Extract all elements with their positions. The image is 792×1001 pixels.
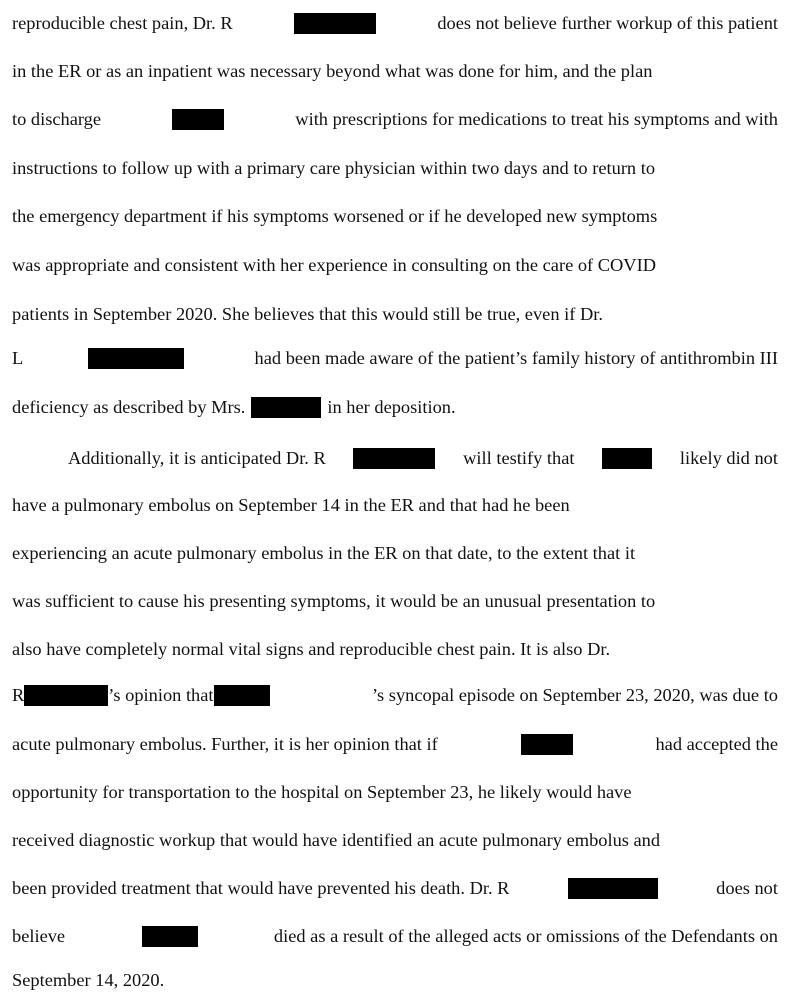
text-segment: died as a result of the alleged acts or omissions of the Defendants on bbox=[273, 926, 778, 946]
text-segment: opportunity for transportation to the hospital on September 23, he likely would have bbox=[12, 782, 632, 802]
text-line bbox=[12, 394, 778, 420]
text-segment: will testify that bbox=[463, 448, 575, 468]
text-segment: patients in September 2020. She believes that this would still be true, even if Dr. bbox=[12, 304, 603, 324]
text-line bbox=[68, 445, 778, 471]
text-segment: received diagnostic workup that would have identified an acute pulmonary embolus and bbox=[12, 830, 661, 850]
text-line bbox=[12, 252, 778, 278]
text-line bbox=[12, 106, 778, 132]
text-segment: in her deposition. bbox=[327, 397, 456, 417]
text-segment: also have completely normal vital signs and reproducible chest pain. It is also Dr. bbox=[12, 639, 611, 659]
text-line bbox=[12, 636, 778, 662]
text-segment: Additionally, it is anticipated Dr. R bbox=[68, 448, 326, 468]
text-segment: likely did not bbox=[679, 448, 778, 468]
text-segment: ’s syncopal episode on September 23, 2020, was due to bbox=[371, 685, 778, 705]
redaction-bar bbox=[568, 878, 658, 899]
text-line bbox=[12, 155, 778, 181]
text-segment: was appropriate and consistent with her experience in consulting on the care of COVID bbox=[12, 255, 656, 275]
text-segment: was sufficient to cause his presenting symptoms, it would be an unusual presentation to bbox=[12, 591, 656, 611]
text-segment: ’s opinion that bbox=[108, 685, 214, 705]
text-line bbox=[12, 588, 778, 614]
redaction-bar bbox=[294, 13, 376, 34]
redaction-bar bbox=[172, 109, 224, 130]
redaction-bar bbox=[24, 685, 108, 706]
redaction-bar bbox=[251, 397, 321, 418]
text-segment: have a pulmonary embolus on September 14 in the ER and that had he been bbox=[12, 495, 570, 515]
redaction-bar bbox=[214, 685, 270, 706]
text-segment: acute pulmonary embolus. Further, it is her opinion that if bbox=[12, 734, 438, 754]
text-line bbox=[12, 540, 778, 566]
text-segment: September 14, 2020. bbox=[12, 970, 165, 990]
text-segment: believe bbox=[12, 926, 66, 946]
text-segment: with prescriptions for medications to treat his symptoms and with bbox=[295, 109, 778, 129]
text-segment: L bbox=[12, 348, 24, 368]
text-segment: to discharge bbox=[12, 109, 102, 129]
text-line bbox=[12, 492, 778, 518]
redaction-bar bbox=[88, 348, 184, 369]
text-segment: had accepted the bbox=[655, 734, 778, 754]
text-line bbox=[12, 779, 778, 805]
redaction-bar bbox=[142, 926, 198, 947]
text-segment: had been made aware of the patient’s family history of antithrombin III bbox=[254, 348, 778, 368]
text-line bbox=[12, 301, 778, 327]
text-segment: instructions to follow up with a primary care physician within two days and to return to bbox=[12, 158, 656, 178]
text-segment: reproducible chest pain, Dr. R bbox=[12, 13, 233, 33]
text-segment: deficiency as described by Mrs. bbox=[12, 397, 246, 417]
text-line bbox=[12, 827, 778, 853]
text-segment: does not believe further workup of this patient bbox=[437, 13, 778, 33]
text-line bbox=[12, 731, 778, 757]
text-line bbox=[12, 967, 778, 993]
text-segment: experiencing an acute pulmonary embolus in the ER on that date, to the extent that it bbox=[12, 543, 636, 563]
text-segment: does not bbox=[716, 878, 778, 898]
redaction-bar bbox=[602, 448, 652, 469]
text-segment: in the ER or as an inpatient was necessary beyond what was done for him, and the plan bbox=[12, 61, 653, 81]
text-line bbox=[12, 923, 778, 949]
text-line bbox=[12, 203, 778, 229]
redaction-bar bbox=[353, 448, 435, 469]
text-line bbox=[12, 58, 778, 84]
text-line bbox=[12, 10, 778, 36]
text-line bbox=[12, 875, 778, 901]
text-segment: R bbox=[12, 685, 25, 705]
redaction-bar bbox=[521, 734, 573, 755]
text-segment: been provided treatment that would have prevented his death. Dr. R bbox=[12, 878, 510, 898]
text-line bbox=[12, 345, 778, 371]
text-line bbox=[12, 682, 778, 708]
text-segment: the emergency department if his symptoms worsened or if he developed new symptoms bbox=[12, 206, 658, 226]
